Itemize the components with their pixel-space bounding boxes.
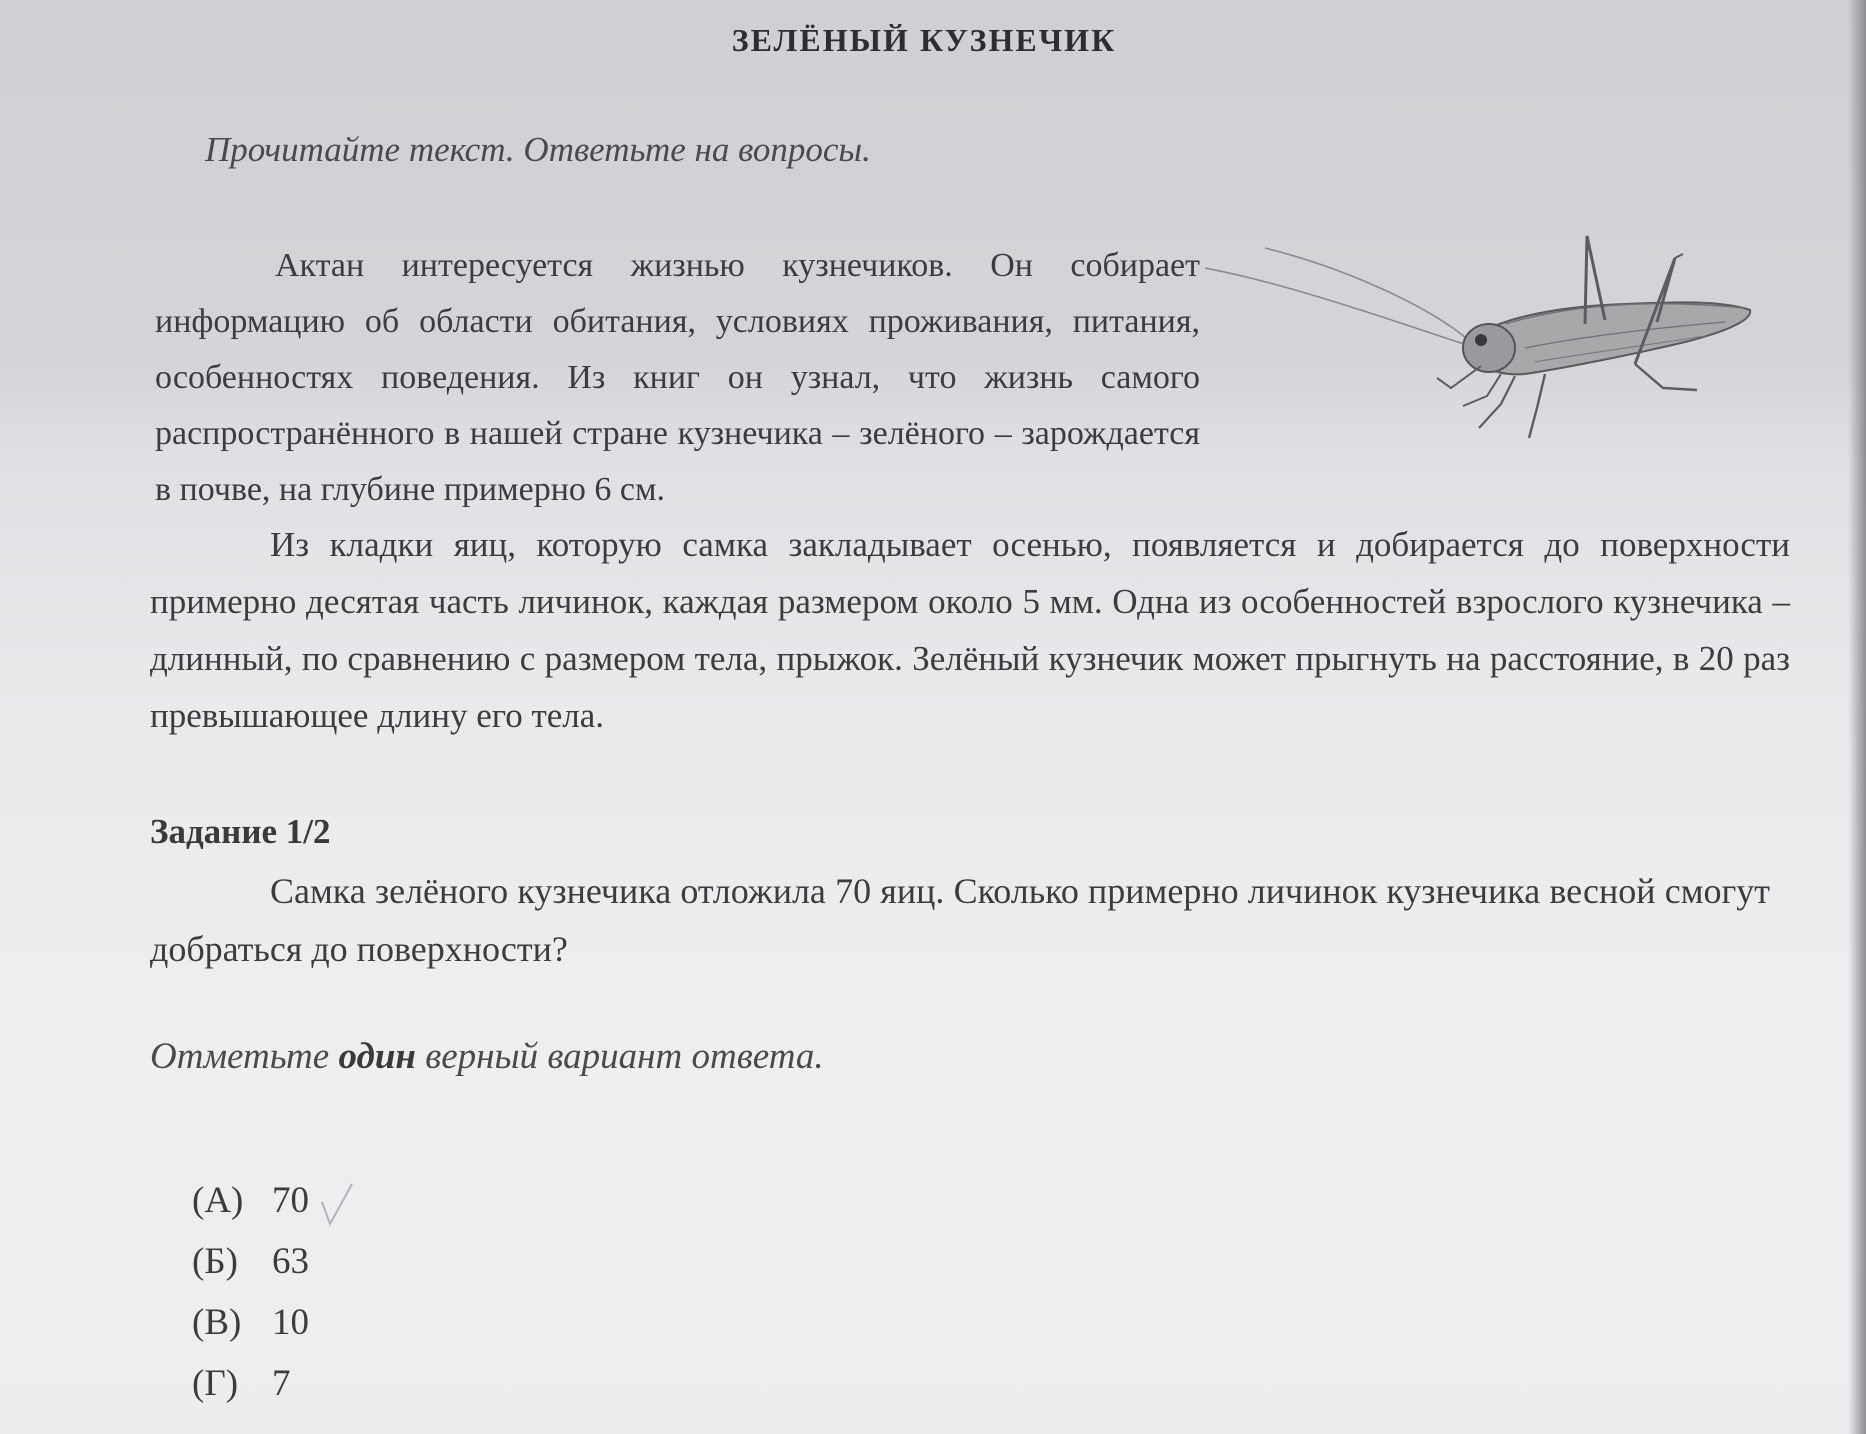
answer-options: [192, 1170, 309, 1414]
option-value: 10: [272, 1302, 309, 1343]
answer-option-b[interactable]: [192, 1231, 309, 1292]
answer-instruction-start: Отметьте: [150, 1036, 339, 1077]
option-value: 70: [272, 1180, 309, 1221]
answer-option-v[interactable]: [192, 1292, 309, 1353]
reading-instruction: Прочитайте текст. Ответьте на вопросы.: [205, 130, 871, 169]
option-letter: (Б): [192, 1241, 238, 1282]
task-heading: Задание 1/2: [150, 812, 331, 851]
text-paragraph-1: [155, 238, 1200, 518]
text-paragraph-2: [150, 516, 1790, 744]
grasshopper-icon: [1205, 228, 1765, 498]
pencil-check-mark-icon: [318, 1180, 358, 1230]
task-question: [150, 862, 1770, 978]
option-letter: (А): [192, 1180, 244, 1221]
option-letter: (Г): [192, 1363, 239, 1404]
task-question-text: Самка зелёного кузнечика отложила 70 яиц. Сколько примерно личинок кузнечика весной смогут добраться до поверхности?: [150, 871, 1770, 969]
answer-option-g[interactable]: [192, 1353, 309, 1414]
answer-instruction-emphasis: один: [338, 1036, 416, 1077]
option-value: 7: [272, 1363, 291, 1404]
page-edge-shadow: [1848, 0, 1866, 1434]
option-letter: (В): [192, 1302, 242, 1343]
paragraph-2-text: Из кладки яиц, которую самка закладывает осенью, появляется и добирается до поверхности примерно десятая часть личинок, каждая размером около 5 мм. Одна из особенностей взрослого кузнечика – длинный, по сравнению с размером тела, прыжок. Зелёный кузнечик может прыгнуть на расстояние, в 20 раз превышающее длину его тела.: [150, 525, 1790, 735]
answer-instruction: [150, 1035, 824, 1078]
option-value: 63: [272, 1241, 309, 1282]
answer-option-a[interactable]: [192, 1170, 309, 1231]
page-title: ЗЕЛЁНЫЙ КУЗНЕЧИК: [731, 22, 1117, 58]
answer-instruction-end: верный вариант ответа.: [415, 1036, 824, 1077]
paragraph-1-text: Актан интересуется жизнью кузнечиков. Он собирает информацию об области обитания, условиях проживания, питания, особенностях поведения. Из книг он узнал, что жизнь самого распространённого в нашей стране кузнечика – зелёного – зарождается в почве, на глубине примерно 6 см.: [155, 247, 1200, 508]
